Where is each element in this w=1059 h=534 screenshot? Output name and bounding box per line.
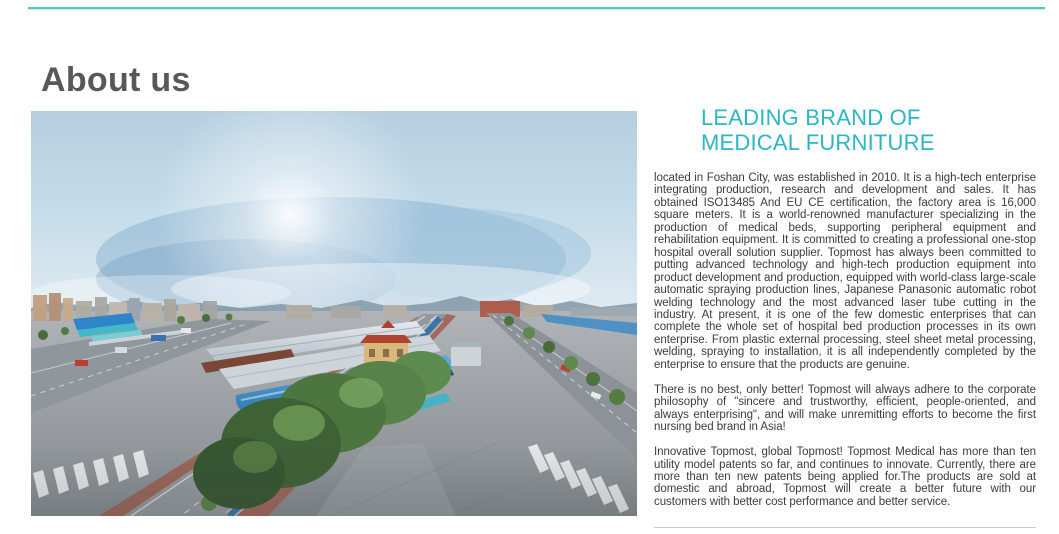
factory-panorama-image [31,111,637,516]
about-paragraph-1: located in Foshan City, was established in 2010. It is a high-tech enterprise integrating production, research and development and sales. It has obtained ISO13485 And EU CE certification, the factory area is 16,000 square meters. It is a world-renowned manufacturer specializing in the production of medical beds, supporting peripheral equipment and rehabilitation equipment. It is committed to creating a professional one-stop hospital overall solution supplier. Topmost has always been committed to putting advanced technology and high-tech production equipment into product development and production, equipped with world-class large-scale automatic spraying production lines, Japanese Panasonic automatic robot welding technology and the most advanced laser tube cutting in the industry. At present, it is one of the few domestic enterprises that can complete the whole set of hospital bed production processes in its own enterprise. From plastic external processing, steel sheet metal processing, welding, spraying to installation, it is all independently completed by the enterprise to ensure that the products are genuine. [654,172,1036,371]
section-heading-line2: MEDICAL FURNITURE [701,129,935,155]
section-heading-line1: LEADING BRAND OF [701,105,921,130]
section-heading [654,106,1036,155]
about-paragraph-3: Innovative Topmost, global Topmost! Topmost Medical has more than ten utility model patents so far, and continues to innovate. Currently, there are more than ten new patents being applied for.The products are sold at domestic and abroad, Topmost will create a better future with our customers with better cost performance and better service. [654,446,1036,508]
about-paragraphs [654,172,1036,508]
bottom-divider-line [654,527,1036,528]
page-title: About us [41,60,191,99]
top-accent-line [28,7,1045,9]
about-content-column [654,106,1036,521]
factory-panorama-svg [31,111,637,516]
about-paragraph-2: There is no best, only better! Topmost will always adhere to the corporate philosophy of "sincere and trustworthy, efficient, people-oriented, and always enterprising", and will make unremitting efforts to become the first nursing bed brand in Asia! [654,383,1036,434]
